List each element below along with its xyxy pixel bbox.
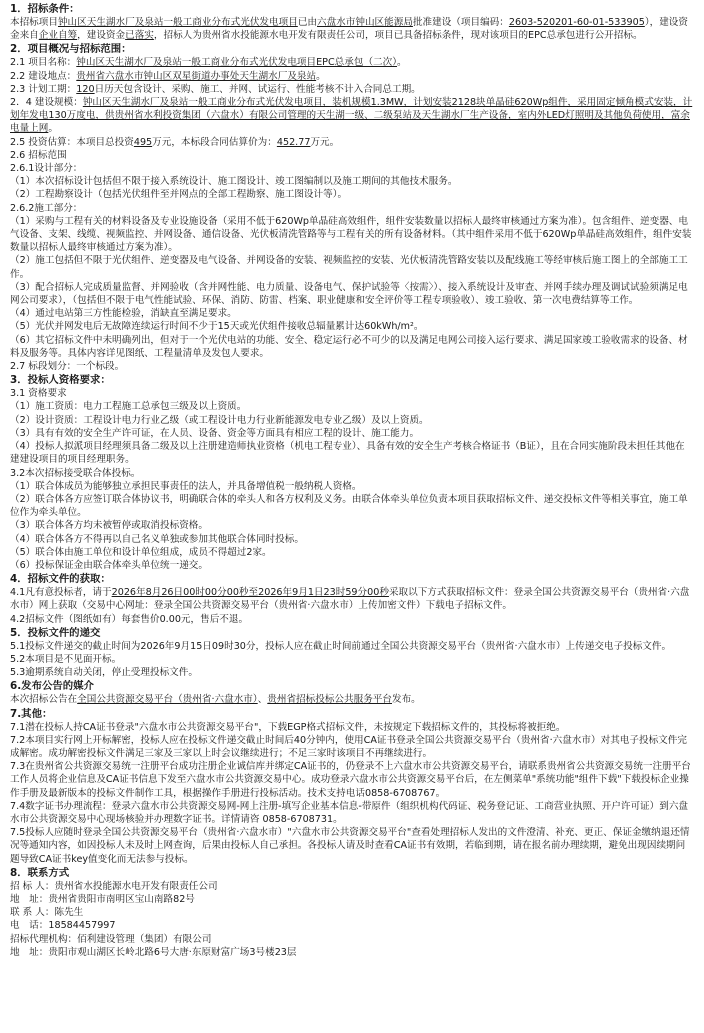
text-fragment: 本招标项目 [10,17,58,28]
text-fragment: 、 [257,694,268,706]
joint-2: （2）联合体各方应签订联合体协议书，明确联合体的牵头人和各方权利及义务。由联合体牵头单位负责本项目获取招标文件、递交投标文件等相关事宜，施工单位作为牵头单位。 [10,493,688,519]
design-item-1: （1）本次招标设计包括但不限于接入系统设计、施工图设计、竣工图编制以及施工期间的其他技术服务。 [10,176,458,188]
text-fragment: 。 [48,123,58,135]
item-7-4: 7.4数字证书办理流程：登录六盘水市公共资源交易网-网上注册-填写企业基本信息-带原件（组织机构代码证、税务登记证、工商营业执照、开户许可证）到六盘水市公共资源交易中心现场核验并办理数字证书。详情请咨 0858-6708731。 [10,800,689,825]
joint-6: （6）投标保证金由联合体牵头单位统一递交。 [10,559,208,571]
total-investment: 495 [133,136,153,148]
text-fragment: 采取以下方式获取招标文件：登录全国公共资源交易平台（贵州省·六盘水市）网上获取（交易中心网址：登录全国公共资源交易平台（贵州省·六盘水市）上传加密文件）下载电子招标文件。 [10,587,690,612]
text-fragment: 。 [316,70,326,82]
acquire-period: 2026年8月26日00时00分00秒至2026年9月1日23时59分00秒 [111,587,389,599]
qualification-3: （3）具有有效的安全生产许可证，在人员、设备、资金等方面具有相应工程的设计、施工能力。 [10,427,420,439]
section-5-title: 5．投标文件的递交 [10,626,101,639]
label: 2.1 项目名称： [10,57,77,69]
item-7-1: 7.1潜在投标人持CA证书登录"六盘水市公共资源交易平台"，下载EGP格式招标文件，未按规定下载招标文件的，其投标将被拒绝。 [10,721,566,733]
construction-item-6: （6）其它招标文件中未明确列出，但对于一个光伏电站的功能、安全、稳定运行必不可少的以及满足电网公司接入运行要求、满足国家竣工验收需求的设备、材料及服务等。具体内容详见图纸、工程量清单及发包人要求。 [10,334,688,359]
item-5-1: 5.1投标文件递交的截止时间为2026年9月15日09时30分，投标人应在截止时间前通过全国公共资源交易平台（贵州省·六盘水市）上传递交电子投标文件。 [10,640,672,652]
contact-address: 地 址：贵州省贵阳市南明区宝山南路82号 [10,893,195,905]
item-5-2: 5.2本项目是不见面开标。 [10,653,122,665]
joint-3: （3）联合体各方均未被暂停或取消投标资格。 [10,520,208,532]
contact-agency: 招标代理机构：佰利建设管理（集团）有限公司 [10,933,212,945]
design-item-2: （2）工程勘察设计（包括光伏组件至并网点的全部工程勘察、施工图设计等）。 [10,189,348,201]
qualification-2: （2）设计资质：工程设计电力行业乙级（或工程设计电力行业新能源发电专业乙级）及以上资质。 [10,414,429,426]
section-1-paragraph [10,16,694,42]
construction-item-4: （4）通过电站第三方性能检验，消缺直至满足要求。 [10,308,237,320]
text-fragment: 已由 [297,17,317,28]
fund-status: 已落实 [125,30,154,42]
text-fragment: 万元，本标段合同估算价为： [152,136,277,148]
section-3-title: 3．投标人资格要求： [10,374,111,387]
construction-item-1: （1）采购与工程有关的材料设备及专业设施设备（采用不低于620Wp单晶硅高效组件，组件安装数量以招标人最终审核通过方案为准）。包含组件、逆变器、电气设备、支架、线缆、视频监控、并网设备、通信设备、光伏板清洗管路等与工程有关的所有设备材料。（其中组件采用不低于620Wp单晶硅高效组件，组件安装数量以招标人最终审核通过方案为准）。 [10,215,692,254]
text-fragment: 批准建设（项目编码： [412,17,509,28]
item-4-2: 4.2招标文件（图纸如有）每套售价0.00元，售后不退。 [10,613,249,625]
construction-item-3: （3）配合招标人完成质量监督、并网验收（含并网性能、电力质量、设备电气、保护试验等〈按需〉）、接入系统设计及审查、并网手续办理及调试试验须满足电网公司要求），（包括但不限于电气性能试验、环保、消防、防雷、档案、职业健康和安全评价等工程专项验收）、竣工验收、第一次电费结算等工作。 [10,281,688,307]
item-7-2: 7.2本项目实行网上开标解密，投标人应在投标文件递交截止时间后40分钟内，使用CA证书登录全国公共资源交易平台（贵州省·六盘水市）对其电子投标文件完成解密。成功解密投标文件满足三家及三家以上时会议继续进行；不足三家时该项目不再继续进行。 [10,734,687,759]
qualification-1: （1）施工资质：电力工程施工总承包三级及以上资质。 [10,401,247,413]
contract-estimate: 452.77 [276,136,311,148]
value: 120 [76,83,95,95]
construction-item-2: （2）施工包括但不限于光伏组件、逆变器及电气设备、并网设备的安装、视频监控的安装、光伏板清洗管路安装以及配线施工等经审核后施工图上的全部施工工作。 [10,255,688,280]
item-7-5: 7.5投标人应随时登录全国公共资源交易平台（贵州省·六盘水市）"六盘水市公共资源交易平台"查看处理招标人发出的文件澄清、补充、更正、保证金缴纳退还情况等通知内容，如因投标人未及时上网查询，后果由投标人自己承担。各投标人请及时查看CA证书有效期，若临到期，请在报名前办理续期，避免出现因续期问题导致CA证书key值变化而无法参与投标。 [10,827,690,865]
item-7-3: 7.3在贵州省公共资源交易统一注册平台成功注册企业诚信库并绑定CA证书的，仍登录不上六盘水市公共资源交易平台，请联系贵州省公共资源交易统一注册平台工作人员将企业信息及CA证书信息下发至六盘水市公共资源交易中心。成功登录六盘水市公共资源交易平台后，在左侧菜单"系统功能"组件下载"下载投标企业操作手册及最新版本的投标文件制作工具，根据操作手册进行投标活动。技术支持电话0858-6708767。 [10,761,691,799]
item-4-1 [10,586,694,612]
section-4-title: 4．招标文件的获取： [10,573,111,586]
approval-department: 六盘水市钟山区能源局 [317,17,413,28]
item-2-6-2: 2.6.2施工部分： [10,202,83,214]
label: 2.3 计划工期： [10,83,77,95]
contact-person: 联 系 人：陈先生 [10,907,84,919]
value: 钟山区天生湖水厂及泉站一般工商业分布式光伏发电项目EPC总承包（二次） [76,57,398,69]
item-2-6-1: 2.6.1设计部分： [10,163,83,175]
joint-5: （5）联合体由施工单位和设计单位组成，成员不得超过2家。 [10,546,272,558]
fund-source: 企业自筹 [38,30,78,42]
text-fragment: 4.1凡有意投标者，请于 [10,587,112,599]
construction-item-5: （5）光伏并网发电后无故障连续运行时间不少于15天或光伏组件接收总辐量累计达60kWh/m²。 [10,321,424,333]
item-2-3 [10,83,694,96]
item-2-5 [10,136,694,149]
item-5-3: 5.3逾期系统自动关闭，停止受理投标文件。 [10,667,198,679]
section-8-title: 8．联系方式 [10,866,70,879]
section-7-title: 7.其他： [10,707,53,720]
item-2-2 [10,70,694,83]
text-fragment: 。 [397,57,407,69]
item-2-6: 2.6 招标范围 [10,149,67,161]
project-code: 2603-520201-60-01-533905 [508,17,645,28]
qualification-4: （4）投标人拟派项目经理须具备二级及以上注册建造师执业资格（机电工程专业）、具备有效的安全生产考核合格证书（B证），且在合同实施阶段未担任其他在建建设项目的项目经理职务。 [10,441,685,466]
text-fragment: 发布。 [392,694,421,706]
item-3-2: 3.2本次招标接受联合体投标。 [10,467,141,479]
section-2-title: 2．项目概况与招标范围： [10,43,132,56]
contact-agency-address: 地 址：贵阳市观山湖区长岭北路6号大唐·东原财富广场3号楼23层 [10,946,297,958]
text-fragment: 日历天包含设计、采购、施工、并网、试运行、性能考核不计入合同总工期。 [94,83,421,95]
contact-phone: 电 话：18584457997 [10,920,116,932]
text-fragment: ，招标人为贵州省水投能源水电开发有限责任公司，项目已具备招标条件，现对该项目的EPC总承包进行公开招标。 [153,30,643,42]
joint-4: （4）联合体各方不得再以自己名义单独或参加其他联合体同时投标。 [10,533,304,545]
item-3-1: 3.1 资格要求 [10,388,67,400]
label: 2.2 建设地点： [10,70,77,82]
media-paragraph [10,693,694,706]
media-link-1[interactable]: 全国公共资源交易平台（贵州省·六盘水市） [77,694,258,706]
section-6-title: 6.发布公告的媒介 [10,680,94,693]
label: 2．4 建设规模： [10,97,83,109]
text-fragment: ），建设资金来自 [10,17,688,42]
value: 钟山区天生湖水厂及泉站一般工商业分布式光伏发电项目，装机规模1.3MW，计划安装2128块单晶硅620Wp组件，采用固定倾角模式安装，计划年发电130万度电，供贵州省水利投资集团（六盘水）有限公司管理的天生湖一级、二级泵站及天生湖水厂生产设备，室内外LED灯照明及其他负荷使用，富余电量上网 [10,97,693,135]
label: 2.5 投资估算：本项目总投资 [10,136,134,148]
item-2-7: 2.7 标段划分：一个标段。 [10,361,125,373]
text-fragment: 万元。 [310,136,340,148]
value: 贵州省六盘水市钟山区双星街道办事处天生湖水厂及泉站 [76,70,317,82]
project-name: 钟山区天生湖水厂及泉站一般工商业分布式光伏发电项目 [57,17,298,28]
text-fragment: 本次招标公告在 [10,694,78,706]
media-link-2[interactable]: 贵州省招标投标公共服务平台 [267,694,392,706]
item-2-1 [10,56,694,69]
item-2-4 [10,96,694,136]
section-1-title: 1．招标条件： [10,3,80,15]
contact-tenderer: 招 标 人：贵州省水投能源水电开发有限责任公司 [10,880,218,892]
joint-1: （1）联合体成员为能够独立承担民事责任的法人，并具备增值税一般纳税人资格。 [10,480,362,492]
text-fragment: ，建设资金 [77,30,126,42]
